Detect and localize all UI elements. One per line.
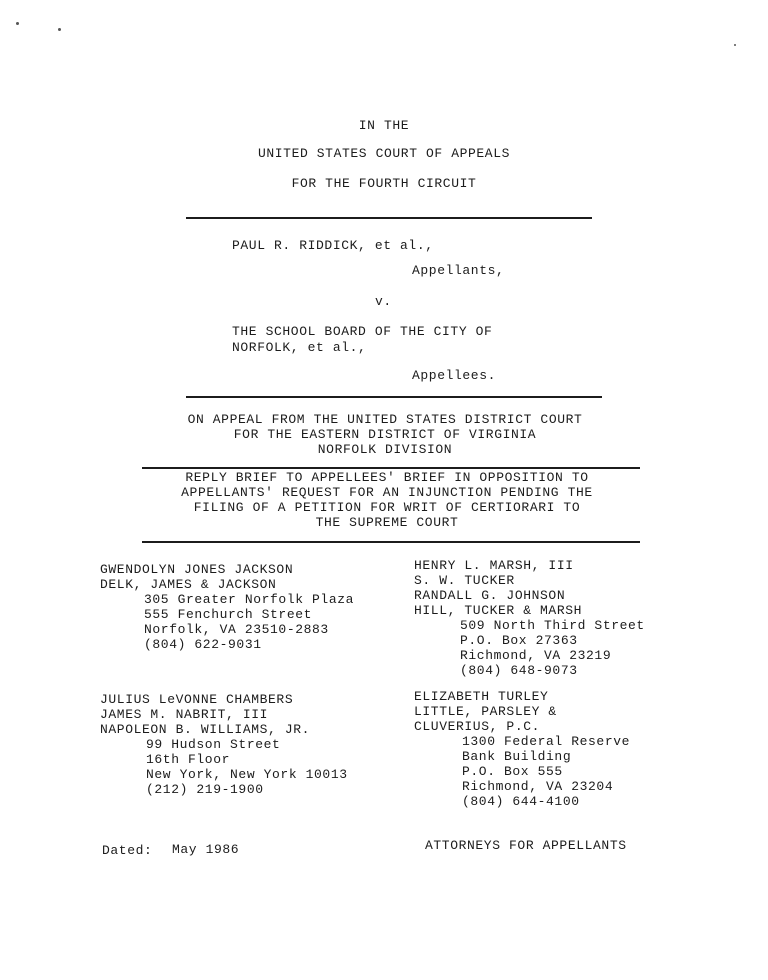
counsel-address: Richmond, VA 23204 [462,779,614,794]
appellant-role: Appellants, [412,263,505,278]
counsel-name: ELIZABETH TURLEY [414,689,549,704]
dated-label: Dated: [102,843,153,858]
counsel-name: RANDALL G. JOHNSON [414,588,566,603]
counsel-address: 1300 Federal Reserve [462,734,631,749]
divider-rule [142,467,640,469]
dated-value: May 1986 [172,842,240,857]
appellee-role: Appellees. [412,368,497,383]
counsel-address: Bank Building [462,749,572,764]
header-circuit: FOR THE FOURTH CIRCUIT [291,176,477,191]
counsel-address: 555 Fenchurch Street [144,607,313,622]
counsel-block-jackson [100,562,354,652]
counsel-address: P.O. Box 555 [462,764,563,779]
counsel-name: NAPOLEON B. WILLIAMS, JR. [100,722,311,737]
header-in-the: IN THE [358,118,410,133]
scan-speck [734,44,736,46]
scan-speck [58,28,61,31]
counsel-name: JULIUS LeVONNE CHAMBERS [100,692,294,707]
counsel-name: GWENDOLYN JONES JACKSON [100,562,294,577]
brief-title-line3: FILING OF A PETITION FOR WRIT OF CERTIORARI TO [193,500,581,515]
brief-title-line4: THE SUPREME COURT [315,515,459,530]
counsel-firm: CLUVERIUS, P.C. [414,719,541,734]
counsel-firm: DELK, JAMES & JACKSON [100,577,277,592]
divider-rule [186,396,602,398]
appeal-line3: NORFOLK DIVISION [317,442,453,457]
counsel-address: 509 North Third Street [460,618,645,633]
counsel-phone: (212) 219-1900 [146,782,264,797]
divider-rule [142,541,640,543]
scan-speck [16,22,19,25]
counsel-address: 99 Hudson Street [146,737,281,752]
counsel-block-marsh [414,558,645,678]
appellant-name: PAUL R. RIDDICK, et al., [232,238,434,253]
attorneys-for-appellants: ATTORNEYS FOR APPELLANTS [425,838,627,853]
counsel-firm: HILL, TUCKER & MARSH [414,603,583,618]
counsel-phone: (804) 648-9073 [460,663,578,678]
divider-rule [186,217,592,219]
appellee-name-line2: NORFOLK, et al., [232,340,367,355]
counsel-address: New York, New York 10013 [146,767,348,782]
brief-title-line2: APPELLANTS' REQUEST FOR AN INJUNCTION PENDING THE [181,485,593,500]
counsel-block-chambers [100,692,348,797]
counsel-address: Richmond, VA 23219 [460,648,612,663]
counsel-phone: (804) 622-9031 [144,637,262,652]
counsel-name: HENRY L. MARSH, III [414,558,574,573]
versus: v. [375,294,392,309]
counsel-block-turley [414,689,630,809]
header-court-name: UNITED STATES COURT OF APPEALS [257,146,511,161]
counsel-address: Norfolk, VA 23510-2883 [144,622,329,637]
appeal-line2: FOR THE EASTERN DISTRICT OF VIRGINIA [233,427,537,442]
counsel-address: 16th Floor [146,752,231,767]
counsel-name: S. W. TUCKER [414,573,515,588]
counsel-name: JAMES M. NABRIT, III [100,707,269,722]
counsel-phone: (804) 644-4100 [462,794,580,809]
appellee-name-line1: THE SCHOOL BOARD OF THE CITY OF [232,324,493,339]
appeal-line1: ON APPEAL FROM THE UNITED STATES DISTRICT COURT [187,412,583,427]
brief-title-line1: REPLY BRIEF TO APPELLEES' BRIEF IN OPPOSITION TO [185,470,589,485]
counsel-address: P.O. Box 27363 [460,633,578,648]
counsel-firm: LITTLE, PARSLEY & [414,704,557,719]
counsel-address: 305 Greater Norfolk Plaza [144,592,355,607]
